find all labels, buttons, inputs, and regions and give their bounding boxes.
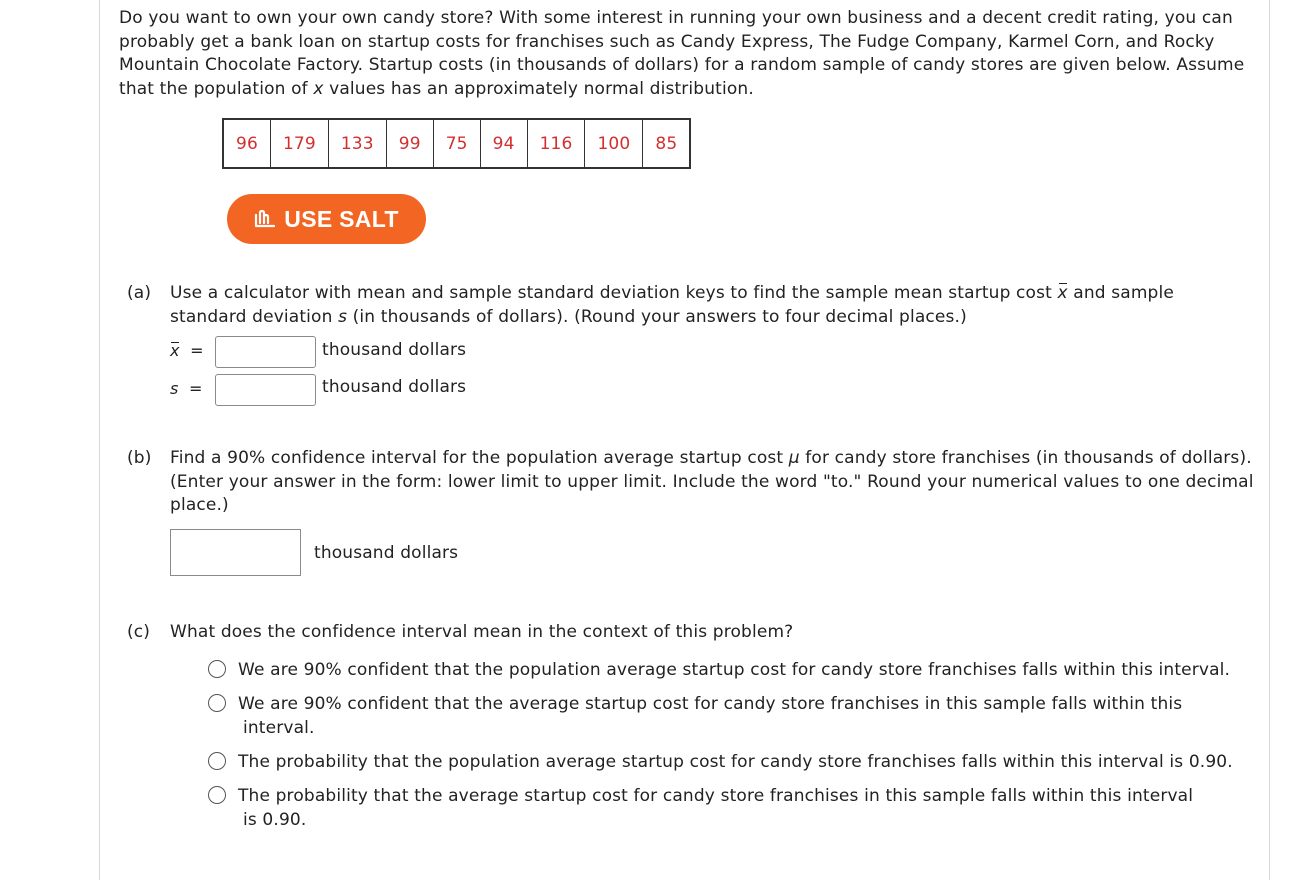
confidence-interval-input[interactable] <box>170 529 301 576</box>
option-2[interactable] <box>208 693 1248 740</box>
variable-x: x <box>313 78 324 99</box>
mean-label: x = <box>170 341 204 360</box>
use-salt-button[interactable] <box>227 194 426 244</box>
part-a-text: Use a calculator with mean and sample standard deviation keys to find the sample mean startup cost x and sample standard deviation s (in thousands of dollars). (Round your answers to four decimal places.) <box>170 283 1174 327</box>
radio-button[interactable] <box>208 786 226 804</box>
mu-symbol: μ <box>788 448 800 468</box>
option-4[interactable] <box>208 785 1248 832</box>
option-3[interactable] <box>208 751 1248 775</box>
option-text: The probability that the population average startup cost for candy store franchises falls within this interval is 0.90. <box>238 752 1233 772</box>
data-cell: 116 <box>527 119 585 168</box>
part-b-label: (b) <box>127 448 152 468</box>
data-cell: 179 <box>270 119 328 168</box>
option-text: We are 90% confident that the average startup cost for candy store franchises in this sample falls within this interval. <box>238 694 1183 738</box>
data-cell: 100 <box>585 119 643 168</box>
problem-intro: Do you want to own your own candy store? With some interest in running your own business and a decent credit rating, you can probably get a bank loan on startup costs for franchises such as Candy Express, The Fudge Company, Karmel Corn, and Rocky Mountain Chocolate Factory. Startup costs (in thousands of dollars) for a random sample of candy stores are given below. Assume that the population of x values has an approximately normal distribution. <box>119 8 1245 99</box>
data-cell: 94 <box>480 119 527 168</box>
option-1[interactable] <box>208 659 1248 683</box>
sd-input[interactable] <box>215 374 316 406</box>
mean-unit: thousand dollars <box>322 340 467 360</box>
radio-button[interactable] <box>208 752 226 770</box>
data-cell: 85 <box>643 119 690 168</box>
data-cell: 99 <box>386 119 433 168</box>
data-table <box>222 118 691 169</box>
data-cell: 96 <box>223 119 270 168</box>
radio-button[interactable] <box>208 660 226 678</box>
part-c-question: What does the confidence interval mean in the context of this problem? <box>170 622 794 642</box>
s-symbol: s <box>338 306 348 327</box>
option-text: The probability that the average startup cost for candy store franchises in this sample falls within this interval is 0.90. <box>238 786 1194 830</box>
part-c-label: (c) <box>127 622 151 642</box>
interval-unit: thousand dollars <box>314 543 459 563</box>
sd-label: s = <box>170 379 203 398</box>
xbar-symbol: x <box>1058 282 1068 306</box>
radio-button[interactable] <box>208 694 226 712</box>
option-text: We are 90% confident that the population average startup cost for candy store franchises falls within this interval. <box>238 660 1231 680</box>
part-b-text: Find a 90% confidence interval for the population average startup cost μ for candy store franchises (in thousands of dollars). (Enter your answer in the form: lower limit to upper limit. Include the word "to." Round your numerical values to one decimal place.) <box>170 448 1254 515</box>
mean-input[interactable] <box>215 336 316 368</box>
data-row <box>223 119 690 168</box>
part-a-label: (a) <box>127 283 152 303</box>
sd-unit: thousand dollars <box>322 377 467 397</box>
data-cell: 133 <box>328 119 386 168</box>
data-cell: 75 <box>433 119 480 168</box>
salt-logo-icon <box>254 209 276 229</box>
use-salt-label: USE SALT <box>284 205 399 232</box>
